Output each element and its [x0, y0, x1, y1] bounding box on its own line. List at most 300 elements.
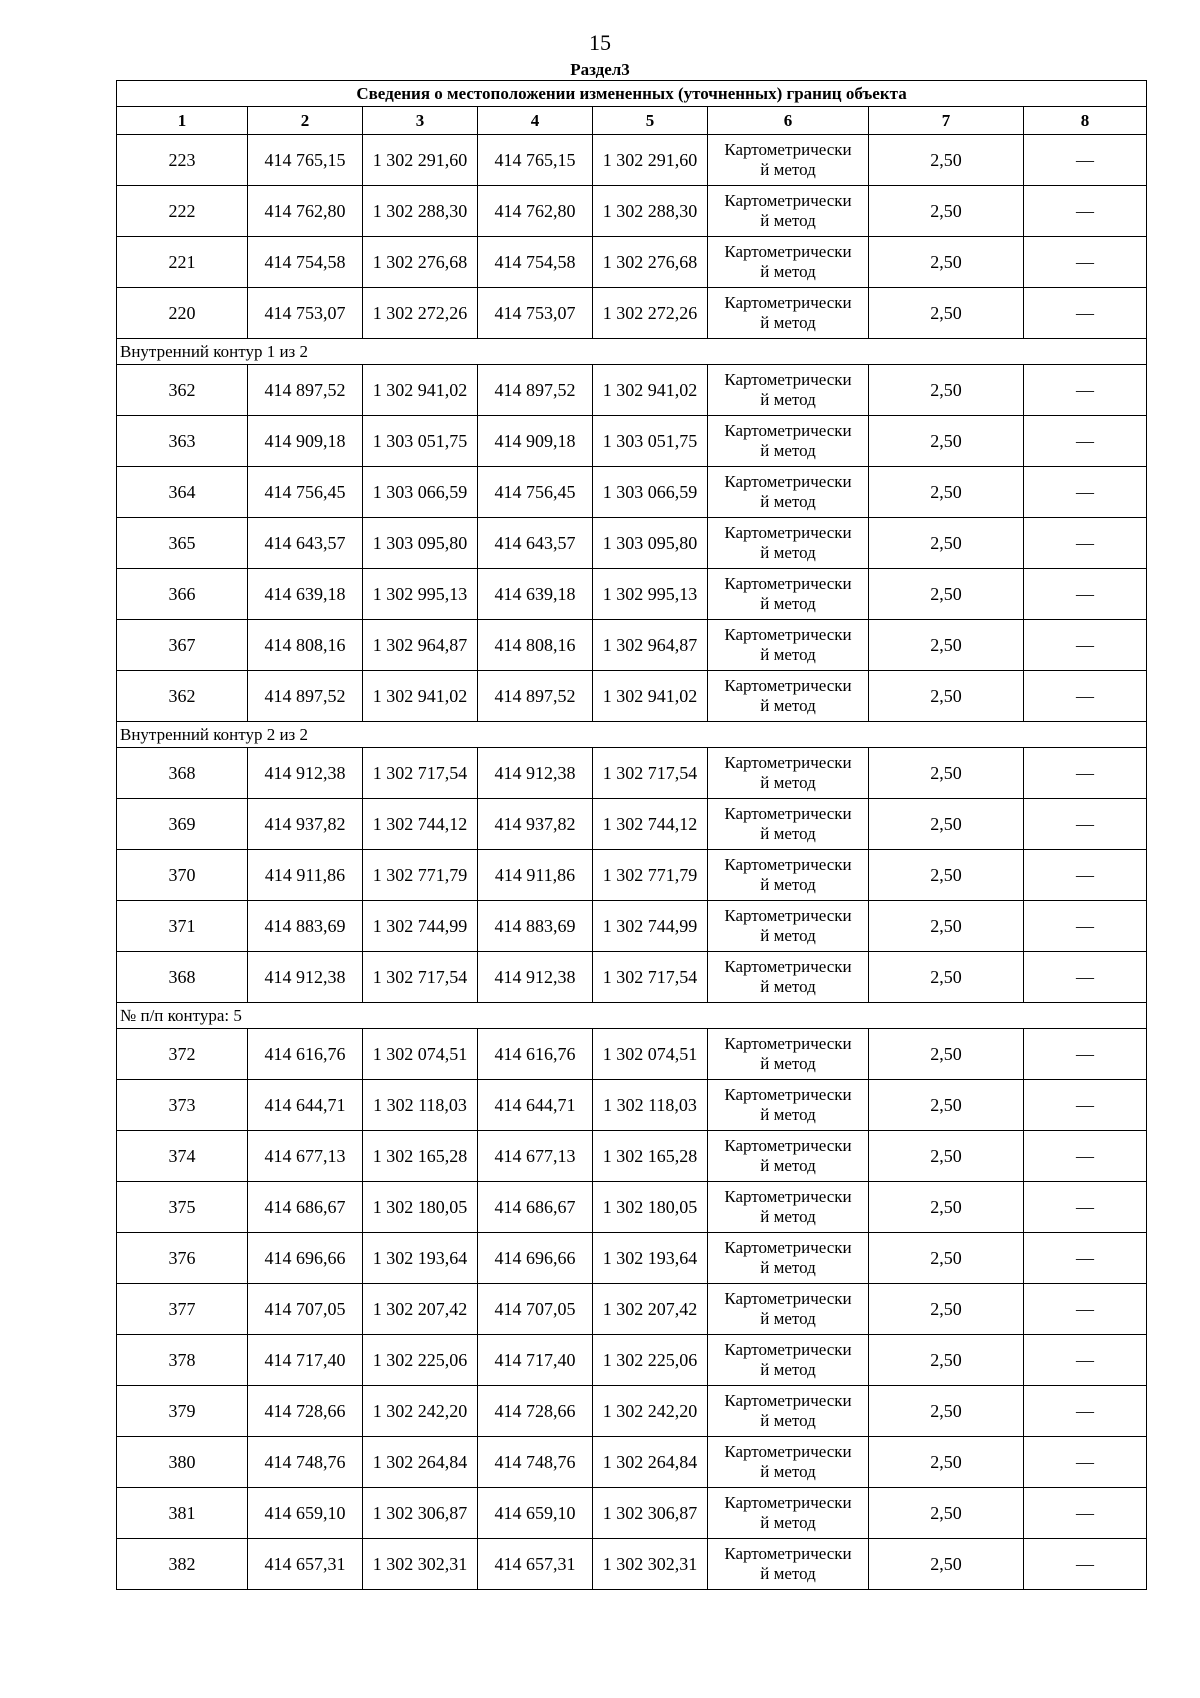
point-number-cell: 221	[117, 237, 248, 288]
contour-heading-row	[117, 722, 1147, 748]
method-line-2: й метод	[760, 543, 816, 562]
x-existing-cell: 414 897,52	[248, 365, 363, 416]
point-number-cell: 364	[117, 467, 248, 518]
y-existing-cell: 1 302 288,30	[363, 186, 478, 237]
x-refined-cell: 414 644,71	[478, 1080, 593, 1131]
y-refined-cell: 1 302 264,84	[593, 1437, 708, 1488]
note-cell: —	[1024, 1029, 1147, 1080]
method-line-1: Картометрически	[724, 574, 852, 593]
method-line-1: Картометрически	[724, 1340, 852, 1359]
x-existing-cell: 414 639,18	[248, 569, 363, 620]
accuracy-cell: 2,50	[869, 1386, 1024, 1437]
note-cell: —	[1024, 901, 1147, 952]
y-refined-cell: 1 302 193,64	[593, 1233, 708, 1284]
x-refined-cell: 414 765,15	[478, 135, 593, 186]
method-line-2: й метод	[760, 262, 816, 281]
accuracy-cell: 2,50	[869, 135, 1024, 186]
contour-heading-row	[117, 1003, 1147, 1029]
x-existing-cell: 414 753,07	[248, 288, 363, 339]
y-refined-cell: 1 302 180,05	[593, 1182, 708, 1233]
x-existing-cell: 414 707,05	[248, 1284, 363, 1335]
method-cell	[708, 1284, 869, 1335]
y-refined-cell: 1 302 744,12	[593, 799, 708, 850]
table-row	[117, 1182, 1147, 1233]
table-row	[117, 1284, 1147, 1335]
y-refined-cell: 1 302 225,06	[593, 1335, 708, 1386]
x-refined-cell: 414 911,86	[478, 850, 593, 901]
method-cell	[708, 850, 869, 901]
x-existing-cell: 414 754,58	[248, 237, 363, 288]
accuracy-cell: 2,50	[869, 1488, 1024, 1539]
x-existing-cell: 414 911,86	[248, 850, 363, 901]
x-refined-cell: 414 717,40	[478, 1335, 593, 1386]
method-line-2: й метод	[760, 1207, 816, 1226]
x-existing-cell: 414 686,67	[248, 1182, 363, 1233]
point-number-cell: 365	[117, 518, 248, 569]
point-number-cell: 377	[117, 1284, 248, 1335]
method-line-2: й метод	[760, 1411, 816, 1430]
y-refined-cell: 1 303 095,80	[593, 518, 708, 569]
y-refined-cell: 1 302 272,26	[593, 288, 708, 339]
method-line-2: й метод	[760, 977, 816, 996]
point-number-cell: 370	[117, 850, 248, 901]
table-row	[117, 901, 1147, 952]
x-existing-cell: 414 643,57	[248, 518, 363, 569]
x-refined-cell: 414 707,05	[478, 1284, 593, 1335]
x-existing-cell: 414 937,82	[248, 799, 363, 850]
y-refined-cell: 1 302 276,68	[593, 237, 708, 288]
y-existing-cell: 1 302 941,02	[363, 671, 478, 722]
note-cell: —	[1024, 1131, 1147, 1182]
x-existing-cell: 414 756,45	[248, 467, 363, 518]
table-row	[117, 1386, 1147, 1437]
x-existing-cell: 414 912,38	[248, 952, 363, 1003]
accuracy-cell: 2,50	[869, 569, 1024, 620]
accuracy-cell: 2,50	[869, 518, 1024, 569]
accuracy-cell: 2,50	[869, 467, 1024, 518]
x-refined-cell: 414 897,52	[478, 365, 593, 416]
y-refined-cell: 1 302 118,03	[593, 1080, 708, 1131]
table-row	[117, 288, 1147, 339]
method-cell	[708, 135, 869, 186]
x-existing-cell: 414 765,15	[248, 135, 363, 186]
point-number-cell: 371	[117, 901, 248, 952]
point-number-cell: 376	[117, 1233, 248, 1284]
y-existing-cell: 1 302 193,64	[363, 1233, 478, 1284]
y-existing-cell: 1 302 264,84	[363, 1437, 478, 1488]
method-cell	[708, 416, 869, 467]
x-refined-cell: 414 728,66	[478, 1386, 593, 1437]
y-existing-cell: 1 302 207,42	[363, 1284, 478, 1335]
method-line-2: й метод	[760, 441, 816, 460]
accuracy-cell: 2,50	[869, 952, 1024, 1003]
method-line-2: й метод	[760, 160, 816, 179]
method-line-1: Картометрически	[724, 804, 852, 823]
accuracy-cell: 2,50	[869, 1539, 1024, 1590]
method-line-1: Картометрически	[724, 676, 852, 695]
note-cell: —	[1024, 1080, 1147, 1131]
contour-heading: № п/п контура: 5	[117, 1003, 1147, 1029]
y-existing-cell: 1 302 306,87	[363, 1488, 478, 1539]
y-refined-cell: 1 302 165,28	[593, 1131, 708, 1182]
x-refined-cell: 414 677,13	[478, 1131, 593, 1182]
y-refined-cell: 1 302 288,30	[593, 186, 708, 237]
column-number: 8	[1024, 107, 1147, 135]
accuracy-cell: 2,50	[869, 237, 1024, 288]
x-refined-cell: 414 753,07	[478, 288, 593, 339]
accuracy-cell: 2,50	[869, 365, 1024, 416]
column-number: 7	[869, 107, 1024, 135]
y-refined-cell: 1 302 941,02	[593, 365, 708, 416]
method-cell	[708, 1029, 869, 1080]
x-existing-cell: 414 808,16	[248, 620, 363, 671]
accuracy-cell: 2,50	[869, 1080, 1024, 1131]
y-existing-cell: 1 302 302,31	[363, 1539, 478, 1590]
y-existing-cell: 1 302 272,26	[363, 288, 478, 339]
y-existing-cell: 1 303 051,75	[363, 416, 478, 467]
table-row	[117, 1080, 1147, 1131]
method-line-1: Картометрически	[724, 1289, 852, 1308]
method-line-2: й метод	[760, 1105, 816, 1124]
x-refined-cell: 414 909,18	[478, 416, 593, 467]
x-existing-cell: 414 912,38	[248, 748, 363, 799]
table-row	[117, 186, 1147, 237]
method-line-1: Картометрически	[724, 1493, 852, 1512]
accuracy-cell: 2,50	[869, 416, 1024, 467]
table-row	[117, 952, 1147, 1003]
y-existing-cell: 1 302 225,06	[363, 1335, 478, 1386]
table-row	[117, 799, 1147, 850]
method-line-1: Картометрически	[724, 1187, 852, 1206]
point-number-cell: 366	[117, 569, 248, 620]
method-line-2: й метод	[760, 773, 816, 792]
x-existing-cell: 414 762,80	[248, 186, 363, 237]
x-existing-cell: 414 728,66	[248, 1386, 363, 1437]
accuracy-cell: 2,50	[869, 620, 1024, 671]
method-cell	[708, 1182, 869, 1233]
method-cell	[708, 467, 869, 518]
method-line-2: й метод	[760, 1360, 816, 1379]
method-line-2: й метод	[760, 492, 816, 511]
column-number: 2	[248, 107, 363, 135]
method-line-2: й метод	[760, 211, 816, 230]
table-row	[117, 748, 1147, 799]
table-body	[117, 81, 1147, 1590]
point-number-cell: 378	[117, 1335, 248, 1386]
method-line-2: й метод	[760, 1156, 816, 1175]
accuracy-cell: 2,50	[869, 1233, 1024, 1284]
point-number-cell: 373	[117, 1080, 248, 1131]
method-cell	[708, 1131, 869, 1182]
point-number-cell: 374	[117, 1131, 248, 1182]
accuracy-cell: 2,50	[869, 1131, 1024, 1182]
y-refined-cell: 1 302 771,79	[593, 850, 708, 901]
column-numbers-row	[117, 107, 1147, 135]
method-line-1: Картометрически	[724, 370, 852, 389]
y-existing-cell: 1 302 118,03	[363, 1080, 478, 1131]
method-line-1: Картометрически	[724, 523, 852, 542]
y-existing-cell: 1 302 717,54	[363, 748, 478, 799]
point-number-cell: 223	[117, 135, 248, 186]
method-line-1: Картометрически	[724, 1238, 852, 1257]
method-line-1: Картометрически	[724, 242, 852, 261]
method-line-1: Картометрически	[724, 957, 852, 976]
note-cell: —	[1024, 237, 1147, 288]
table-row	[117, 416, 1147, 467]
method-cell	[708, 748, 869, 799]
method-line-1: Картометрически	[724, 191, 852, 210]
point-number-cell: 372	[117, 1029, 248, 1080]
note-cell: —	[1024, 416, 1147, 467]
y-refined-cell: 1 302 995,13	[593, 569, 708, 620]
method-cell	[708, 569, 869, 620]
method-line-2: й метод	[760, 875, 816, 894]
note-cell: —	[1024, 1539, 1147, 1590]
method-cell	[708, 237, 869, 288]
y-refined-cell: 1 302 717,54	[593, 952, 708, 1003]
table-row	[117, 620, 1147, 671]
accuracy-cell: 2,50	[869, 850, 1024, 901]
note-cell: —	[1024, 467, 1147, 518]
note-cell: —	[1024, 799, 1147, 850]
method-line-1: Картометрически	[724, 1391, 852, 1410]
method-line-2: й метод	[760, 926, 816, 945]
x-refined-cell: 414 659,10	[478, 1488, 593, 1539]
y-existing-cell: 1 303 066,59	[363, 467, 478, 518]
point-number-cell: 362	[117, 365, 248, 416]
method-line-1: Картометрически	[724, 1136, 852, 1155]
method-line-1: Картометрически	[724, 855, 852, 874]
method-cell	[708, 1539, 869, 1590]
table-row	[117, 1233, 1147, 1284]
method-line-1: Картометрически	[724, 906, 852, 925]
point-number-cell: 369	[117, 799, 248, 850]
method-line-2: й метод	[760, 696, 816, 715]
x-refined-cell: 414 897,52	[478, 671, 593, 722]
method-line-2: й метод	[760, 1513, 816, 1532]
method-line-1: Картометрически	[724, 625, 852, 644]
page-number: 15	[589, 30, 611, 55]
column-number: 6	[708, 107, 869, 135]
accuracy-cell: 2,50	[869, 186, 1024, 237]
y-existing-cell: 1 302 941,02	[363, 365, 478, 416]
note-cell: —	[1024, 186, 1147, 237]
accuracy-cell: 2,50	[869, 748, 1024, 799]
y-refined-cell: 1 302 941,02	[593, 671, 708, 722]
note-cell: —	[1024, 1335, 1147, 1386]
x-refined-cell: 414 657,31	[478, 1539, 593, 1590]
x-refined-cell: 414 756,45	[478, 467, 593, 518]
method-cell	[708, 288, 869, 339]
method-cell	[708, 365, 869, 416]
x-refined-cell: 414 937,82	[478, 799, 593, 850]
note-cell: —	[1024, 569, 1147, 620]
note-cell: —	[1024, 1284, 1147, 1335]
note-cell: —	[1024, 1386, 1147, 1437]
point-number-cell: 375	[117, 1182, 248, 1233]
method-line-1: Картометрически	[724, 293, 852, 312]
section-title: Раздел3	[570, 60, 630, 79]
contour-heading: Внутренний контур 1 из 2	[117, 339, 1147, 365]
accuracy-cell: 2,50	[869, 288, 1024, 339]
table-row	[117, 135, 1147, 186]
x-refined-cell: 414 883,69	[478, 901, 593, 952]
table-row	[117, 1437, 1147, 1488]
method-line-2: й метод	[760, 1054, 816, 1073]
y-refined-cell: 1 302 717,54	[593, 748, 708, 799]
note-cell: —	[1024, 1182, 1147, 1233]
y-refined-cell: 1 302 074,51	[593, 1029, 708, 1080]
y-existing-cell: 1 302 242,20	[363, 1386, 478, 1437]
method-cell	[708, 1080, 869, 1131]
accuracy-cell: 2,50	[869, 1437, 1024, 1488]
note-cell: —	[1024, 288, 1147, 339]
x-existing-cell: 414 677,13	[248, 1131, 363, 1182]
column-number: 4	[478, 107, 593, 135]
column-number: 1	[117, 107, 248, 135]
note-cell: —	[1024, 518, 1147, 569]
method-line-1: Картометрически	[724, 1034, 852, 1053]
method-cell	[708, 1386, 869, 1437]
point-number-cell: 363	[117, 416, 248, 467]
accuracy-cell: 2,50	[869, 1029, 1024, 1080]
note-cell: —	[1024, 748, 1147, 799]
point-number-cell: 380	[117, 1437, 248, 1488]
x-existing-cell: 414 883,69	[248, 901, 363, 952]
x-refined-cell: 414 639,18	[478, 569, 593, 620]
point-number-cell: 220	[117, 288, 248, 339]
method-line-1: Картометрически	[724, 1442, 852, 1461]
method-line-2: й метод	[760, 313, 816, 332]
table-row	[117, 237, 1147, 288]
y-refined-cell: 1 302 744,99	[593, 901, 708, 952]
point-number-cell: 382	[117, 1539, 248, 1590]
point-number-cell: 379	[117, 1386, 248, 1437]
table-row	[117, 518, 1147, 569]
contour-heading: Внутренний контур 2 из 2	[117, 722, 1147, 748]
table-row	[117, 1131, 1147, 1182]
x-refined-cell: 414 686,67	[478, 1182, 593, 1233]
accuracy-cell: 2,50	[869, 671, 1024, 722]
x-refined-cell: 414 616,76	[478, 1029, 593, 1080]
y-existing-cell: 1 302 180,05	[363, 1182, 478, 1233]
x-refined-cell: 414 762,80	[478, 186, 593, 237]
method-cell	[708, 901, 869, 952]
y-existing-cell: 1 302 744,12	[363, 799, 478, 850]
y-existing-cell: 1 302 964,87	[363, 620, 478, 671]
y-existing-cell: 1 302 717,54	[363, 952, 478, 1003]
y-refined-cell: 1 303 066,59	[593, 467, 708, 518]
y-existing-cell: 1 303 095,80	[363, 518, 478, 569]
accuracy-cell: 2,50	[869, 1284, 1024, 1335]
x-refined-cell: 414 808,16	[478, 620, 593, 671]
x-refined-cell: 414 748,76	[478, 1437, 593, 1488]
note-cell: —	[1024, 850, 1147, 901]
table-row	[117, 569, 1147, 620]
y-existing-cell: 1 302 276,68	[363, 237, 478, 288]
method-cell	[708, 1233, 869, 1284]
x-existing-cell: 414 909,18	[248, 416, 363, 467]
table-row	[117, 671, 1147, 722]
y-refined-cell: 1 302 302,31	[593, 1539, 708, 1590]
method-line-1: Картометрически	[724, 421, 852, 440]
note-cell: —	[1024, 135, 1147, 186]
y-refined-cell: 1 303 051,75	[593, 416, 708, 467]
x-refined-cell: 414 912,38	[478, 952, 593, 1003]
method-line-2: й метод	[760, 645, 816, 664]
x-existing-cell: 414 659,10	[248, 1488, 363, 1539]
x-existing-cell: 414 696,66	[248, 1233, 363, 1284]
x-refined-cell: 414 643,57	[478, 518, 593, 569]
y-existing-cell: 1 302 771,79	[363, 850, 478, 901]
table-row	[117, 467, 1147, 518]
method-line-1: Картометрически	[724, 1085, 852, 1104]
point-number-cell: 368	[117, 952, 248, 1003]
point-number-cell: 367	[117, 620, 248, 671]
table-row	[117, 1488, 1147, 1539]
table-row	[117, 1335, 1147, 1386]
contour-heading-row	[117, 339, 1147, 365]
x-existing-cell: 414 748,76	[248, 1437, 363, 1488]
x-refined-cell: 414 912,38	[478, 748, 593, 799]
column-number: 5	[593, 107, 708, 135]
y-existing-cell: 1 302 744,99	[363, 901, 478, 952]
method-line-1: Картометрически	[724, 753, 852, 772]
y-refined-cell: 1 302 306,87	[593, 1488, 708, 1539]
method-cell	[708, 799, 869, 850]
method-cell	[708, 1437, 869, 1488]
point-number-cell: 222	[117, 186, 248, 237]
method-line-2: й метод	[760, 390, 816, 409]
accuracy-cell: 2,50	[869, 1182, 1024, 1233]
method-line-2: й метод	[760, 1258, 816, 1277]
y-existing-cell: 1 302 165,28	[363, 1131, 478, 1182]
method-cell	[708, 186, 869, 237]
note-cell: —	[1024, 1233, 1147, 1284]
method-line-1: Картометрически	[724, 472, 852, 491]
y-existing-cell: 1 302 074,51	[363, 1029, 478, 1080]
x-existing-cell: 414 657,31	[248, 1539, 363, 1590]
table-row	[117, 365, 1147, 416]
y-refined-cell: 1 302 242,20	[593, 1386, 708, 1437]
method-line-1: Картометрически	[724, 140, 852, 159]
y-refined-cell: 1 302 964,87	[593, 620, 708, 671]
method-cell	[708, 1335, 869, 1386]
method-line-1: Картометрически	[724, 1544, 852, 1563]
point-number-cell: 381	[117, 1488, 248, 1539]
table-row	[117, 1029, 1147, 1080]
table-caption-row	[117, 81, 1147, 107]
method-line-2: й метод	[760, 1564, 816, 1583]
method-line-2: й метод	[760, 1462, 816, 1481]
x-existing-cell: 414 616,76	[248, 1029, 363, 1080]
y-existing-cell: 1 302 291,60	[363, 135, 478, 186]
boundary-coordinates-table	[116, 80, 1147, 1590]
note-cell: —	[1024, 620, 1147, 671]
method-cell	[708, 1488, 869, 1539]
note-cell: —	[1024, 365, 1147, 416]
method-cell	[708, 952, 869, 1003]
accuracy-cell: 2,50	[869, 799, 1024, 850]
x-refined-cell: 414 754,58	[478, 237, 593, 288]
x-refined-cell: 414 696,66	[478, 1233, 593, 1284]
accuracy-cell: 2,50	[869, 901, 1024, 952]
table-caption: Сведения о местоположении измененных (уточненных) границ объекта	[117, 81, 1147, 107]
y-existing-cell: 1 302 995,13	[363, 569, 478, 620]
x-existing-cell: 414 644,71	[248, 1080, 363, 1131]
x-existing-cell: 414 897,52	[248, 671, 363, 722]
method-line-2: й метод	[760, 1309, 816, 1328]
